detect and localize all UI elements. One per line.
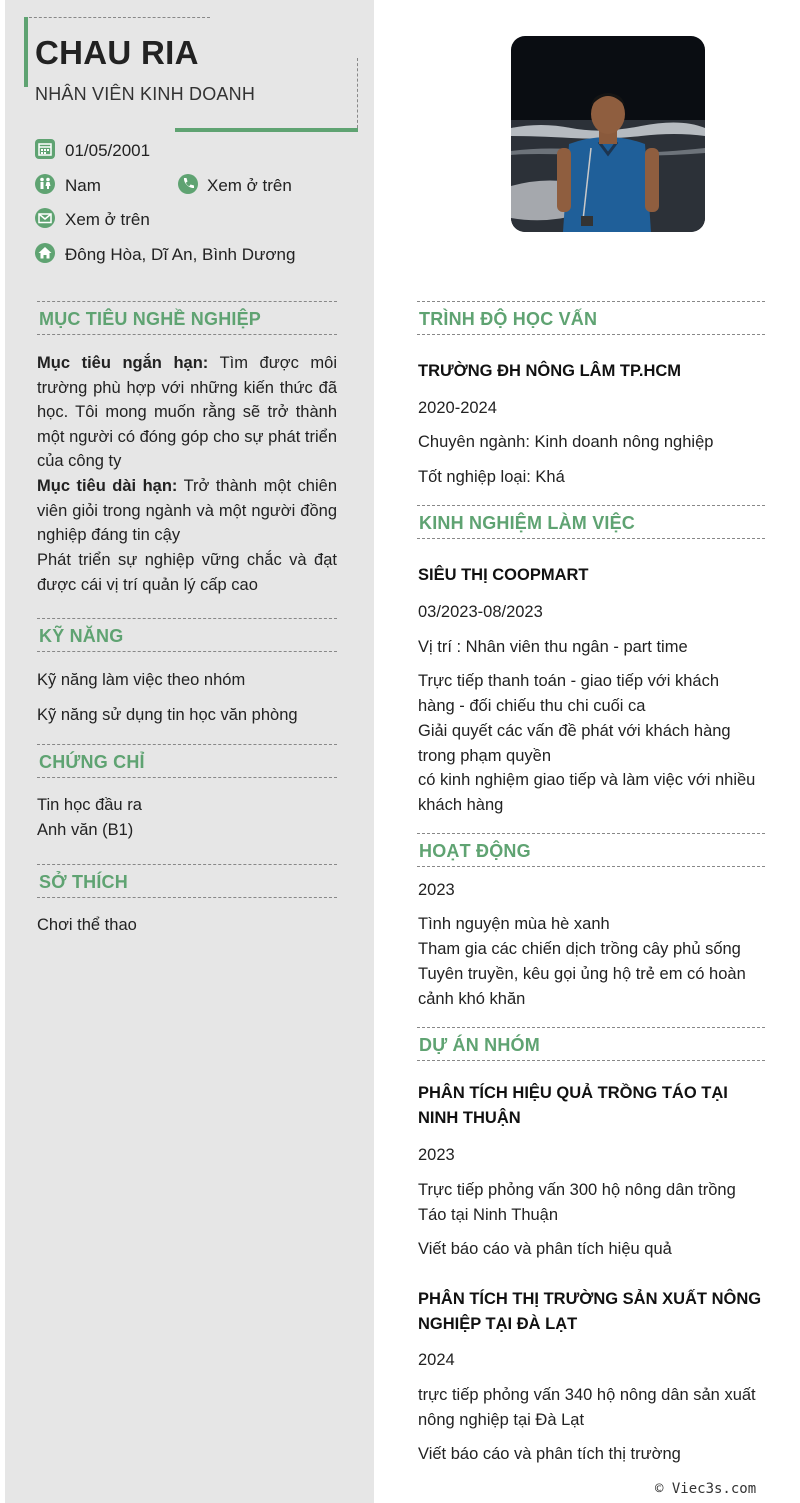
candidate-position: NHÂN VIÊN KINH DOANH — [35, 84, 256, 104]
skill-item: Kỹ năng sử dụng tin học văn phòng — [37, 706, 298, 724]
certificate-item: Tin học đầu ra — [37, 796, 142, 814]
education-major: Chuyên ngành: Kinh doanh nông nghiệp — [418, 433, 714, 451]
school-name: TRƯỜNG ĐH NÔNG LÂM TP.HCM — [418, 362, 682, 380]
education-title: TRÌNH ĐỘ HỌC VẤN — [419, 309, 598, 329]
education-grade: Tốt nghiệp loại: Khá — [418, 468, 565, 486]
project-title: PHÂN TÍCH HIỆU QUẢ TRỒNG TÁO TẠI NINH THUẬN — [418, 1084, 728, 1127]
short-term-goal-text: Tìm được môi trường phù hợp với những kiến thức đã học. Tôi mong muốn rằng sẽ trở thành một người có đóng góp cho sự phát triển của công ty — [37, 354, 337, 471]
projects-heading — [417, 1027, 765, 1061]
experience-duty: Giải quyết các vấn đề phát với khách hàng trong phạm quyền — [418, 722, 731, 765]
project-title: PHÂN TÍCH THỊ TRƯỜNG SẢN XUẤT NÔNG NGHIỆP TẠI ĐÀ LẠT — [418, 1290, 762, 1333]
experience-period: 03/2023-08/2023 — [418, 603, 543, 621]
email-text: Xem ở trên — [65, 210, 150, 229]
activities-heading — [417, 833, 765, 867]
projects-title: DỰ ÁN NHÓM — [419, 1035, 540, 1055]
profile-photo — [511, 36, 705, 232]
calendar-icon — [35, 139, 55, 159]
name-accent-bar — [24, 17, 28, 87]
education-heading — [417, 301, 765, 335]
hobbies-title: SỞ THÍCH — [39, 872, 128, 892]
career-objective-heading — [37, 301, 337, 335]
certificates-title: CHỨNG CHỈ — [39, 752, 145, 772]
skills-title: KỸ NĂNG — [39, 626, 124, 646]
name-bottom-accent-bar — [175, 128, 358, 132]
name-right-dashed-line — [357, 58, 358, 128]
gender-text: Nam — [65, 176, 101, 195]
activity-line: Tình nguyện mùa hè xanh — [418, 915, 610, 933]
long-term-goal-label: Mục tiêu dài hạn: — [37, 477, 178, 495]
certificates-heading — [37, 744, 337, 778]
email-icon — [35, 208, 55, 228]
gender-icon — [35, 174, 55, 194]
hobbies-heading — [37, 864, 337, 898]
phone-icon — [178, 174, 198, 194]
activity-line: Tuyên truyền, kêu gọi ủng hộ trẻ em có hoàn cảnh khó khăn — [418, 965, 746, 1008]
project-year: 2023 — [418, 1146, 455, 1164]
skills-heading — [37, 618, 337, 652]
footer-watermark: © Viec3s.com — [655, 1481, 757, 1497]
long-term-goal — [37, 474, 337, 548]
candidate-name: CHAU RIA — [35, 34, 199, 71]
project-desc: Trực tiếp phỏng vấn 300 hộ nông dân trồng Táo tại Ninh Thuận — [418, 1181, 736, 1224]
career-extra-goal: Phát triển sự nghiệp vững chắc và đạt được cái vị trí quản lý cấp cao — [37, 551, 337, 594]
experience-heading — [417, 505, 765, 539]
long-term-goal-text: Trở thành một chiên viên giỏi trong ngành và một người đồng nghiệp đáng tin cậy — [37, 477, 337, 545]
phone-text: Xem ở trên — [207, 176, 292, 195]
project-desc: trực tiếp phỏng vấn 340 hộ nông dân sản xuất nông nghiệp tại Đà Lạt — [418, 1386, 756, 1429]
address-text: Đông Hòa, Dĩ An, Bình Dương — [65, 245, 296, 264]
activities-title: HOẠT ĐỘNG — [419, 841, 531, 861]
project-year: 2024 — [418, 1351, 455, 1369]
education-period: 2020-2024 — [418, 399, 497, 417]
short-term-goal-label: Mục tiêu ngắn hạn: — [37, 354, 209, 372]
short-term-goal — [37, 351, 337, 474]
hobby-item: Chơi thể thao — [37, 916, 137, 934]
experience-duty: Trực tiếp thanh toán - giao tiếp với khách hàng - đối chiếu thu chi cuối ca — [418, 672, 719, 715]
certificate-item: Anh văn (B1) — [37, 821, 134, 839]
activity-line: Tham gia các chiến dịch trồng cây phủ sống — [418, 940, 741, 958]
project-desc: Viết báo cáo và phân tích hiệu quả — [418, 1240, 672, 1258]
experience-title: KINH NGHIỆM LÀM VIỆC — [419, 513, 636, 533]
career-objective-title: MỤC TIÊU NGHỀ NGHIỆP — [39, 309, 262, 329]
skill-item: Kỹ năng làm việc theo nhóm — [37, 671, 246, 689]
birthday-text: 01/05/2001 — [65, 141, 151, 160]
home-icon — [35, 243, 55, 263]
activity-year: 2023 — [418, 881, 455, 899]
name-top-dashed-line — [24, 17, 210, 18]
experience-role: Vị trí : Nhân viên thu ngân - part time — [418, 638, 688, 656]
experience-duty: có kinh nghiệm giao tiếp và làm việc với nhiều khách hàng — [418, 771, 756, 814]
company-name: SIÊU THỊ COOPMART — [418, 566, 589, 584]
project-desc: Viết báo cáo và phân tích thị trường — [418, 1445, 681, 1463]
